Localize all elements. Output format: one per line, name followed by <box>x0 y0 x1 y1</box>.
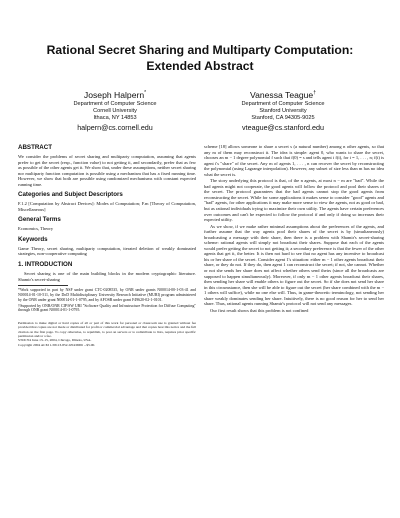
author-department: Department of Computer Science <box>241 100 325 107</box>
author-institution: Cornell University <box>93 107 137 114</box>
paper-title <box>20 42 380 74</box>
keywords-heading: Keywords <box>18 235 48 243</box>
body-paragraph: As we show, if we make rather minimal assumptions about the preferences of the agents, and further assume that the way agents pool their shares of the secret is by (simultaneously) broadcasting a message with their share, then there is a problem with Shamir's secret-sharing scheme: rational agents will simply not broadcast their shares. Suppose that each of the agents would prefer getting the secret to not getting it; a secondary preference is that the fewer of the other agents that get it, the better. It is then not hard to see that no agent has any incentive to broadcast his or her share of the secret. Consider agent 1's situation: either m − 1 other agents broadcast their share, or they do not. If they do, then agent 1 can reconstruct the secret; if not, she cannot. Whether or not she sends her share does not affect whether others send theirs (since all the broadcasts are supposed to happen simultaneously). Moreover, if only m − 1 other agents broadcast their shares, then sending her share will enable others to figure out the secret. So if she does not send her share in this circumstance, then she will be able to figure out the secret (her share combined with the m − 1 others will suffice), while no one else will. Thus, in game-theoretic terminology, not sending her share weakly dominates sending her share. Intuitively, there is no good reason for her to send her share. Thus, rational agents running Shamir's protocol will not send any messages. <box>204 223 384 307</box>
body-paragraph: scheme [18] allows someone to share a secret s (a natural number) among n other agents, so that any m of them may reconstruct it. The idea is simple: agent 0, who wants to share the secret, chooses an m − 1 degree polynomial f such that f(0) = s and tells agent i f(i), for i = 1, . . . , n; f(i) is agent i's "share" of the secret. Any m of agents 1, . . . , n can recover the secret by reconstructing the polynomial (using Lagrange interpolation). However, any subset of size less than m has no idea what the secret is. <box>204 144 384 177</box>
body-paragraph: The story underlying this protocol is that, of the n agents, at most n − m are "bad". While the bad agents might not cooperate, the good agents will follow the protocol and pool their shares of the secret. The protocol guarantees that the bad agents cannot stop the good agents from reconstructing the secret. While for some applications it makes sense to consider "good" agents and "bad" agents, for other applications it may make more sense to view the agents, not as good or bad, but as rational individuals trying to maximize their own utility. The agents have certain preferences over outcomes and can't be expected to follow the protocol if and only if doing so increases their expected utility. <box>204 178 384 223</box>
abstract-heading: ABSTRACT <box>18 144 53 151</box>
author-name: Vanessa Teague <box>249 89 314 100</box>
footnote-rule <box>18 285 68 286</box>
author-block-2 <box>198 88 368 133</box>
keywords-text: Game Theory, secret sharing, multiparty computation, iterated deletion of weakly dominated strategies, non-cooperative computing <box>18 245 196 257</box>
general-terms-text: Economics, Theory <box>18 226 54 232</box>
general-terms-heading: General Terms <box>18 216 61 224</box>
author-footnote-mark: † <box>313 90 316 96</box>
author-footnote-mark: * <box>144 90 147 96</box>
author-email: vteague@cs.stanford.edu <box>241 122 325 132</box>
author-department: Department of Computer Science <box>73 100 157 107</box>
permission-text: Permission to make digital or hard copies of all or part of this work for personal or classroom use is granted without fee provided that copies are not made or distributed for profit or commercial advantage and that copies bear this notice and the full citation on the first page. To copy otherwise, to republish, to post on servers or to redistribute to lists, requires prior specific permission and/or a fee. <box>18 321 196 338</box>
introduction-heading: 1. INTRODUCTION <box>18 261 73 269</box>
author-block-1 <box>30 88 200 133</box>
footnote-2: †Supported by ONR/ONR CIP/SW URI "Software Quality and Infrastructure Protection for Diffuse Computing" through ONR grant N00014-01-1-0795. <box>18 303 196 313</box>
permission-notice <box>18 321 196 347</box>
author-address: Stanford, CA 94305-9025 <box>251 114 315 121</box>
categories-text: F.1.2 [Computation by Abstract Devices]: Modes of Computation; F.m [Theory of Computation, Miscellaneous] <box>18 201 196 212</box>
author-name: Joseph Halpern <box>83 89 145 100</box>
author-institution: Stanford University <box>259 107 307 114</box>
left-column <box>18 144 196 347</box>
categories-heading: Categories and Subject Descriptors <box>18 191 123 199</box>
title-line-1: Rational Secret Sharing and Multiparty Computation: <box>46 43 354 57</box>
right-column <box>204 144 384 314</box>
title-line-2: Extended Abstract <box>146 59 254 73</box>
footnote-1: *Work supported in part by NSF under grant CTC-0208535, by ONR under grants N00014-00-1-03-41 and N00014-01-10-511, by the DoD Multidisciplinary University Research Initiative (MURI) program administered by the ONR under grant N00014-01-1-0795, and by AFOSR under grant F49620-02-1-0101. <box>18 288 196 302</box>
body-paragraph: Our first result shows that this problem is not confined <box>210 307 309 313</box>
introduction-text: Secret sharing is one of the main building blocks in the modern cryptographic literature. Shamir's secret-sharing <box>18 271 196 282</box>
author-address: Ithaca, NY 14853 <box>93 114 137 121</box>
conference-line: STOC'04 June 13–15, 2004, Chicago, Illinois, USA. <box>18 338 92 343</box>
author-email: halpern@cs.cornell.edu <box>77 122 153 132</box>
abstract-text: We consider the problems of secret sharing and multiparty computation, assuming that agents prefer to get the secret (resp., function value) to not getting it, and secondarily, prefer that as few as possible of the other agents get it. We show that, under these assumptions, neither secret sharing nor multiparty function computation is possible using a mechanism that has a fixed running time. However, we show that both are possible using randomized mechanisms with constant expected running time. <box>18 154 196 187</box>
copyright-line: Copyright 2004 ACM 1-58113-852-0/04/0006 ...$5.00. <box>18 342 96 347</box>
